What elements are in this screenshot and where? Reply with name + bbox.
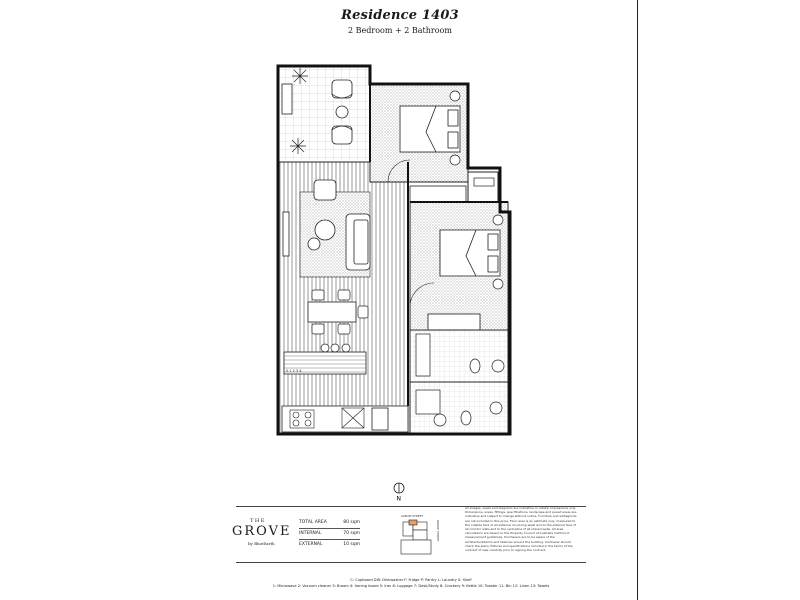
north-arrow-icon [393,482,405,502]
legend-line-2: 1: Microwave 2: Vacuum cleaner 3: Broom 4: Ironing board 5: Iron 6: Luggage 7: Desk/Study 8: Crockery 9: Kettle 10: Toaster 11: Bin 12: Linen 13: Towels [272,584,550,588]
coffee-table [315,220,335,240]
kitchen-shelf-label: S 1 2 3 4 [286,369,302,373]
dining-table [308,302,356,322]
footer-bottom-rule [236,562,586,563]
wardrobe-2 [428,314,480,330]
area-row-internal: INTERNAL 70 sqm [299,528,360,539]
disclaimer-text: All images, views and diagrams are indicative or artistic impressions only. Dimensions, areas, fittings, specifications, landscape and paved areas are indicative and subject to change without notice. Furniture and whitegoods are not included in this price. Floor area is an estimate only, measured to the outside face of all external non-living walls and to the external face of all corridor walls and to the centreline of all shared walls. All area calculations are based on the Property Council of Australia method of measurement guidelines. Purchasers are to be aware of the architecturalterms and features around the building. Purchaser should check the plans, fixtures and specifications included in the terms of the contract of sale carefully prior to signing the contract. [465,506,577,553]
logo-byline: by BlueEarth [248,541,275,546]
balcony-table [336,106,348,118]
keyplan-street-side: GROVE STREET [436,520,440,542]
logo-the: THE [250,518,266,524]
wardrobe-1 [410,186,466,202]
legend [236,577,586,589]
residence-title: Residence 1403 [341,8,459,23]
balcony-chair-2 [332,126,352,144]
sofa [346,214,370,270]
stools [321,344,350,352]
floor-plan [270,62,520,442]
balcony-bench [282,84,292,114]
bed-2 [440,230,500,276]
residence-subtitle: 2 Bedroom + 2 Bathroom [348,26,452,35]
area-table [299,518,360,550]
fridge [372,408,388,430]
north-label: N [396,495,401,502]
side-table [308,238,320,250]
bed-1 [400,106,460,152]
armchair [314,180,336,200]
area-row-external: EXTERNAL 10 sqm [299,539,360,550]
study [468,172,498,202]
logo-grove: GROVE [232,524,292,539]
desk [474,178,494,186]
balcony-chair-1 [332,80,352,98]
area-row-total: TOTAL AREA 80 sqm [299,520,360,525]
key-plan [395,512,447,558]
keyplan-street-top: ALBION STREET [401,514,424,518]
legend-line-1: C: Cupboard DW: Dishwasher F: Fridge P: Pantry L: Laundry S: Shelf [350,578,472,582]
tv-unit [283,212,289,256]
page-divider [637,0,638,600]
